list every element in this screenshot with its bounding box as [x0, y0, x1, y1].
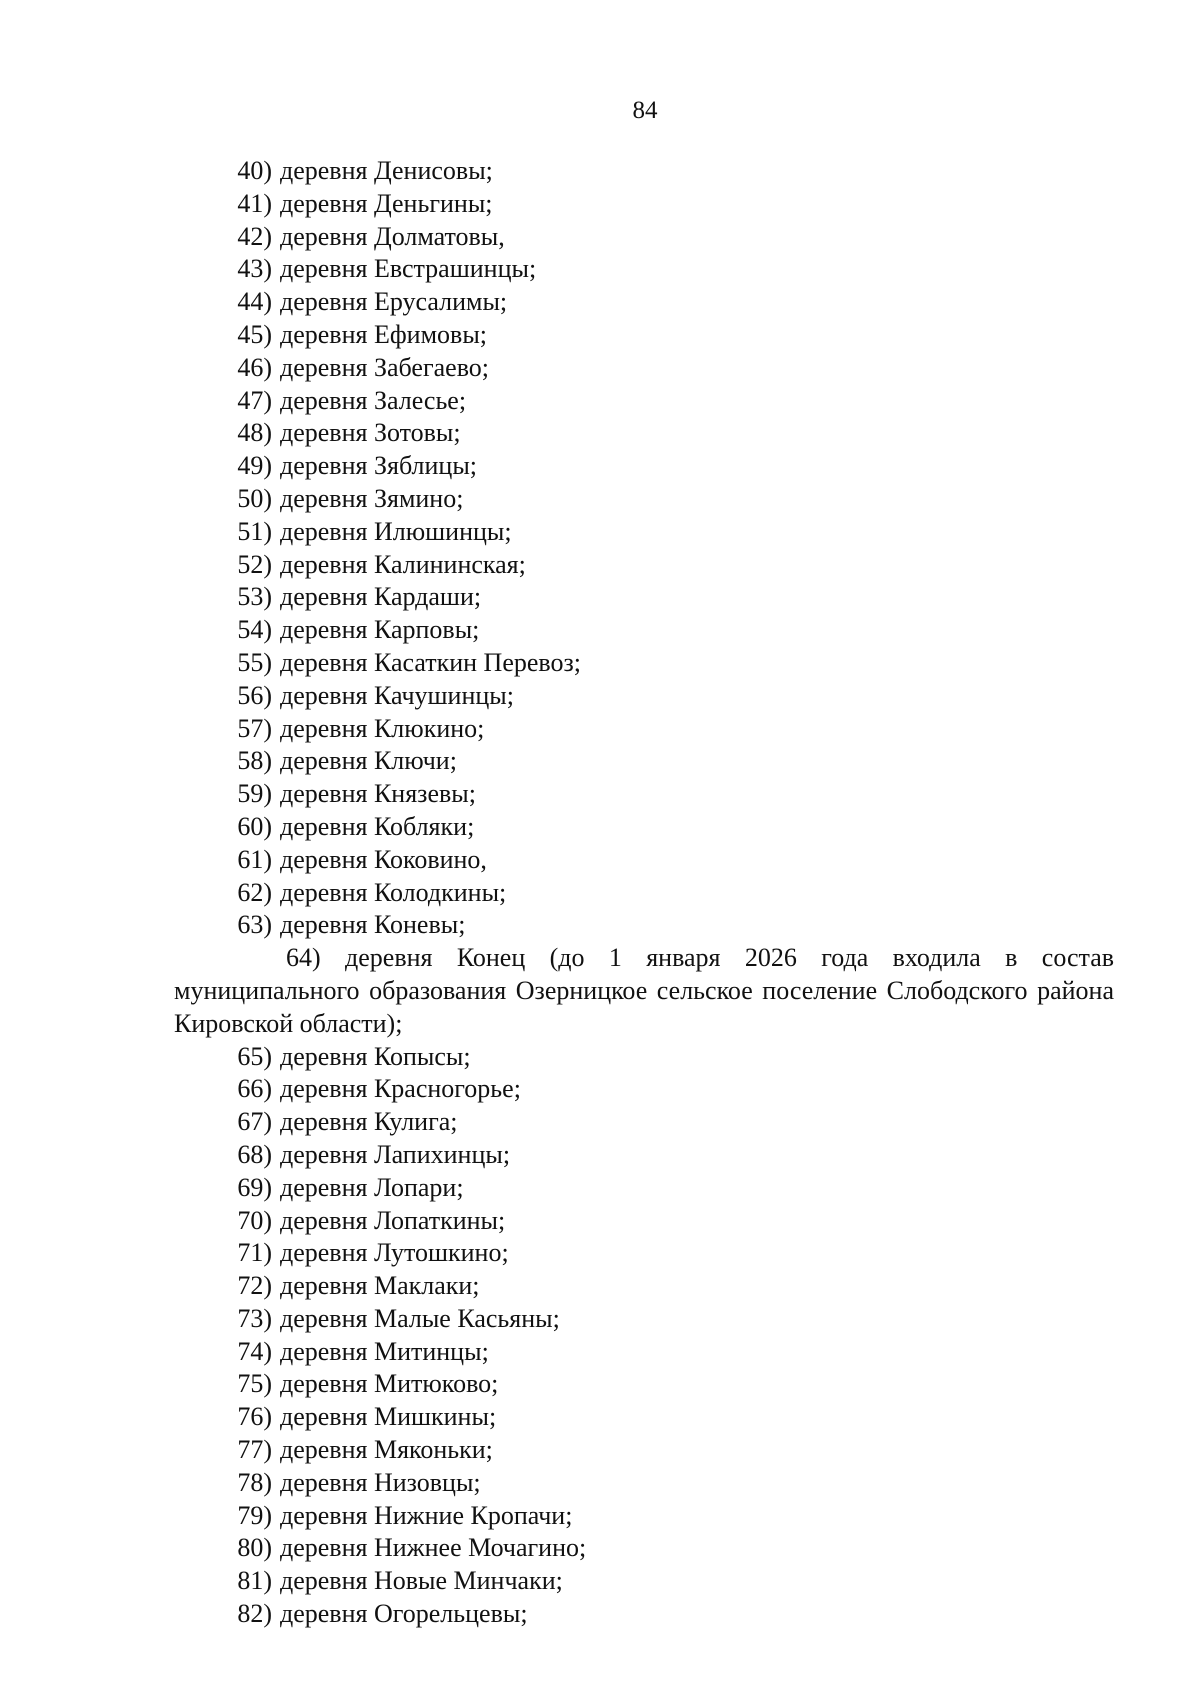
- list-item-number: 78): [237, 1467, 272, 1497]
- list-item-text: деревня Лапихинцы;: [280, 1139, 511, 1169]
- list-item-text: деревня Маклаки;: [280, 1271, 480, 1301]
- list-item-number: 73): [237, 1303, 272, 1333]
- list-item-text: деревня Митинцы;: [280, 1336, 489, 1366]
- list-item-text: деревня Митюково;: [280, 1369, 499, 1399]
- list-item-text: деревня Калининская;: [280, 549, 526, 579]
- list-item: [174, 1467, 1114, 1500]
- list-item-number: 66): [237, 1074, 272, 1104]
- list-item-text: деревня Зотовы;: [280, 418, 461, 448]
- list-item-number: 64): [286, 943, 321, 973]
- list-item-number: 82): [237, 1599, 272, 1629]
- list-item-text: деревня Мишкины;: [280, 1402, 497, 1432]
- list-item: [174, 253, 1114, 286]
- list-item: [174, 1434, 1114, 1467]
- list-item-number: 58): [237, 746, 272, 776]
- list-item-number: 54): [237, 615, 272, 645]
- list-item: [174, 778, 1114, 811]
- list-item: [174, 1270, 1114, 1303]
- list-item-text: деревня Колодкины;: [280, 877, 507, 907]
- list-item: [174, 1106, 1114, 1139]
- list-item: [174, 319, 1114, 352]
- list-item-text: деревня Лопаткины;: [280, 1205, 506, 1235]
- list-item-text: деревня Илюшинцы;: [280, 516, 512, 546]
- list-item-text: деревня Нижнее Мочагино;: [280, 1533, 587, 1563]
- list-item: [174, 1532, 1114, 1565]
- list-item: [174, 483, 1114, 516]
- list-item: [174, 352, 1114, 385]
- list-item: [174, 942, 1114, 1040]
- list-item-text: деревня Качушинцы;: [280, 680, 514, 710]
- list-item-text: деревня Евстрашинцы;: [280, 254, 537, 284]
- list-item-text: деревня Огорельцевы;: [280, 1599, 528, 1629]
- list-item-text: деревня Нижние Кропачи;: [280, 1500, 573, 1530]
- list-item-number: 47): [237, 385, 272, 415]
- list-item-number: 51): [237, 516, 272, 546]
- list-item-text: деревня Карповы;: [280, 615, 480, 645]
- list-item-text: деревня Коковино,: [280, 844, 487, 874]
- list-item-number: 49): [237, 451, 272, 481]
- list-item: [174, 549, 1114, 582]
- list-item-number: 71): [237, 1238, 272, 1268]
- list-item-number: 57): [237, 713, 272, 743]
- list-item-text: деревня Ефимовы;: [280, 319, 488, 349]
- list-item: [174, 745, 1114, 778]
- list-item: [174, 877, 1114, 910]
- list-item-number: 76): [237, 1402, 272, 1432]
- list-item-number: 41): [237, 188, 272, 218]
- list-item-text: деревня Кулига;: [280, 1107, 458, 1137]
- list-item-number: 50): [237, 483, 272, 513]
- page-number: 84: [632, 97, 658, 124]
- list-item-text: деревня Конец (до 1 января 2026 года входила в состав муниципального образования Озерницкое сельское поселение Слободского района Кировской области);: [174, 943, 1115, 1038]
- list-item: [174, 647, 1114, 680]
- list-item: [174, 713, 1114, 746]
- list-item: [174, 1598, 1114, 1631]
- list-item: [174, 1041, 1114, 1074]
- list-item: [174, 385, 1114, 418]
- list-item-number: 59): [237, 779, 272, 809]
- list-item: [174, 844, 1114, 877]
- list-item-text: деревня Зямино;: [280, 483, 464, 513]
- list-item-text: деревня Копысы;: [280, 1041, 471, 1071]
- list-item: [174, 286, 1114, 319]
- list-item-text: деревня Ключи;: [280, 746, 457, 776]
- list-item: [174, 1139, 1114, 1172]
- list-item-text: деревня Коневы;: [280, 910, 466, 940]
- list-item: [174, 1500, 1114, 1533]
- list-item-number: 79): [237, 1500, 272, 1530]
- list-item: [174, 581, 1114, 614]
- list-item: [174, 1073, 1114, 1106]
- list-item: [174, 1303, 1114, 1336]
- list-item-number: 44): [237, 287, 272, 317]
- list-item-number: 63): [237, 910, 272, 940]
- list-item-text: деревня Кардаши;: [280, 582, 482, 612]
- list-item: [174, 909, 1114, 942]
- list-item-text: деревня Ерусалимы;: [280, 287, 508, 317]
- list-item-number: 72): [237, 1271, 272, 1301]
- list-item-number: 52): [237, 549, 272, 579]
- list-item-text: деревня Князевы;: [280, 779, 476, 809]
- list-item-text: деревня Касаткин Перевоз;: [280, 647, 581, 677]
- list-item-text: деревня Красногорье;: [280, 1074, 521, 1104]
- list-item: [174, 811, 1114, 844]
- list-item-text: деревня Мяконьки;: [280, 1435, 493, 1465]
- list-item-number: 62): [237, 877, 272, 907]
- list-item-text: деревня Долматовы,: [280, 221, 505, 251]
- list-item: [174, 155, 1114, 188]
- list-item-text: деревня Клюкино;: [280, 713, 485, 743]
- list-item-text: деревня Новые Минчаки;: [280, 1566, 563, 1596]
- list-item-number: 68): [237, 1139, 272, 1169]
- list-item: [174, 1565, 1114, 1598]
- list-item-text: деревня Зяблицы;: [280, 451, 478, 481]
- list-item-number: 42): [237, 221, 272, 251]
- list-item: [174, 417, 1114, 450]
- list-item-number: 65): [237, 1041, 272, 1071]
- list-item-text: деревня Лутошкино;: [280, 1238, 509, 1268]
- list-item: [174, 680, 1114, 713]
- list-item-number: 61): [237, 844, 272, 874]
- list-item-text: деревня Денисовы;: [280, 156, 493, 185]
- list-item-text: деревня Малые Касьяны;: [280, 1303, 560, 1333]
- list-item-number: 70): [237, 1205, 272, 1235]
- list-item-number: 81): [237, 1566, 272, 1596]
- list-item: [174, 1205, 1114, 1238]
- list-item-number: 48): [237, 418, 272, 448]
- list-item: [174, 614, 1114, 647]
- list-item-number: 55): [237, 647, 272, 677]
- list-item-number: 60): [237, 811, 272, 841]
- list-item: [174, 516, 1114, 549]
- list-item-number: 75): [237, 1369, 272, 1399]
- list-item-text: деревня Низовцы;: [280, 1467, 481, 1497]
- list-item-number: 69): [237, 1172, 272, 1202]
- list-item-number: 46): [237, 352, 272, 382]
- list-item-text: деревня Кобляки;: [280, 811, 475, 841]
- list-item: [174, 188, 1114, 221]
- list-item: [174, 1401, 1114, 1434]
- list-item-text: деревня Залесье;: [280, 385, 467, 415]
- list-item-number: 67): [237, 1107, 272, 1137]
- list-item: [174, 1172, 1114, 1205]
- list-item-number: 74): [237, 1336, 272, 1366]
- list-item-number: 80): [237, 1533, 272, 1563]
- list-item: [174, 1237, 1114, 1270]
- list-item-text: деревня Забегаево;: [280, 352, 490, 382]
- list-item-number: 45): [237, 319, 272, 349]
- list-item-text: деревня Лопари;: [280, 1172, 464, 1202]
- list-item-text: деревня Деньгины;: [280, 188, 493, 218]
- settlement-list: [174, 155, 1114, 1631]
- list-item-number: 53): [237, 582, 272, 612]
- list-item: [174, 1336, 1114, 1369]
- list-item: [174, 450, 1114, 483]
- list-item-number: 43): [237, 254, 272, 284]
- list-item: [174, 1368, 1114, 1401]
- list-item: [174, 221, 1114, 254]
- list-item-number: 56): [237, 680, 272, 710]
- list-item-number: 77): [237, 1435, 272, 1465]
- list-item-number: 40): [237, 156, 272, 185]
